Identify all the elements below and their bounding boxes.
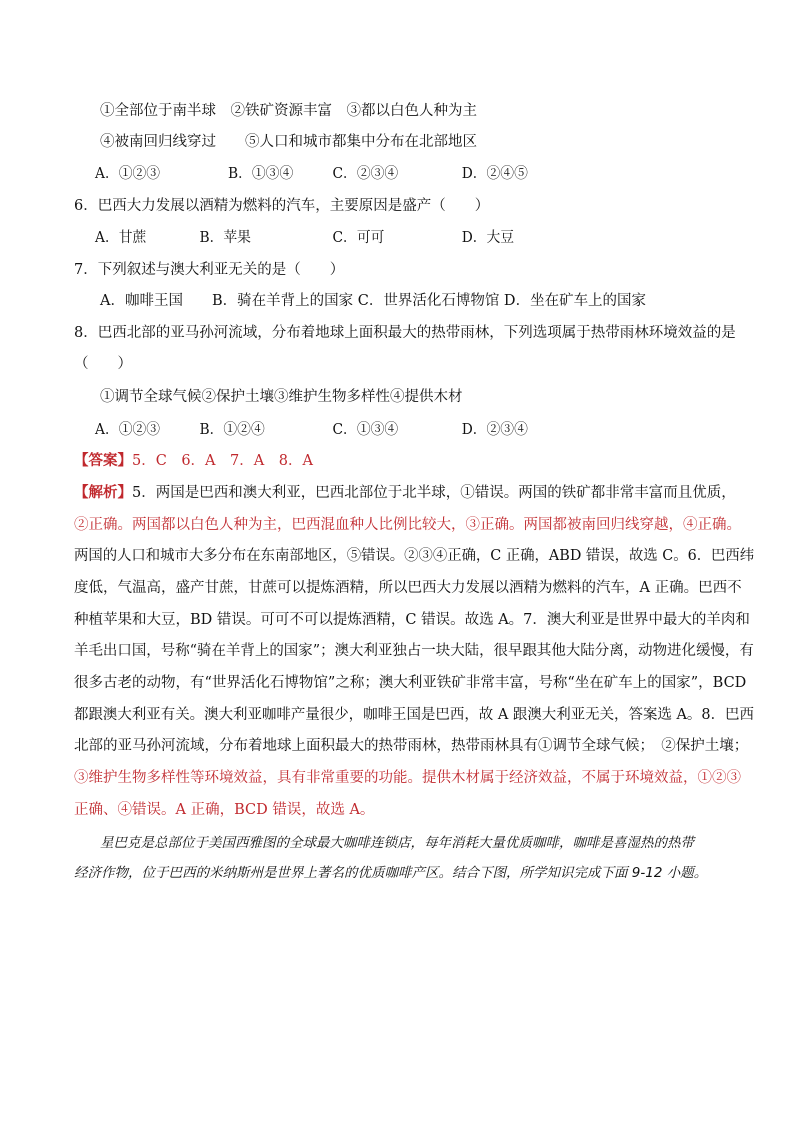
q5-statements-line-2: ④被南回归线穿过 ⑤人口和城市都集中分布在北部地区: [100, 134, 477, 150]
q5-statements-line-1: ①全部位于南半球 ②铁矿资源丰富 ③都以白色人种为主: [100, 103, 477, 119]
analysis-line-3: 两国的人口和城市大多分布在东南部地区，⑤错误。②③④正确，C 正确，ABD 错误，故选 C。6．巴西纬: [74, 548, 755, 564]
q8-option-a[interactable]: A．①②③: [95, 422, 161, 438]
q6-option-c[interactable]: C．可可: [332, 230, 385, 246]
analysis-line-2: ②正确。两国都以白色人种为主，巴西混血种人比例比较大，③正确。两国都被南回归线穿越，④正确。: [74, 517, 741, 533]
answer-row: [74, 451, 313, 471]
q8-options: [0, 420, 754, 440]
analysis-line-10: ③维护生物多样性等环境效益，具有非常重要的功能。提供木材属于经济效益，不属于环境效益，①②③: [74, 770, 741, 786]
analysis-line-7: 很多古老的动物，有“世界活化石博物馆”之称；澳大利亚铁矿非常丰富，号称“坐在矿车上的国家”，BCD: [74, 675, 747, 691]
q8-option-c[interactable]: C．①③④: [332, 422, 399, 438]
answer-text: 5．C 6．A 7．A 8．A: [132, 453, 313, 469]
q6-options: [0, 228, 754, 248]
passage-line-1: 星巴克是总部位于美国西雅图的全球最大咖啡连锁店，每年消耗大量优质咖啡，咖啡是喜湿热的热带: [100, 835, 694, 851]
analysis-line-6: 羊毛出口国，号称“骑在羊背上的国家”；澳大利亚独占一块大陆，很早跟其他大陆分离，动物进化缓慢，有: [74, 643, 754, 659]
q6-stem: 6．巴西大力发展以酒精为燃料的汽车，主要原因是盛产（ ）: [74, 198, 490, 214]
q6-option-a[interactable]: A．甘蔗: [95, 230, 147, 246]
analysis-line-11: 正确、④错误。A 正确，BCD 错误，故选 A。: [74, 802, 375, 818]
analysis-line-5: 种植苹果和大豆，BD 错误。可可不可以提炼酒精，C 错误。故选 A。7．澳大利亚是世界中最大的羊肉和: [74, 612, 750, 628]
q5-option-c[interactable]: C．②③④: [332, 166, 399, 182]
analysis-text-1: 5．两国是巴西和澳大利亚，巴西北部位于北半球，①错误。两国的铁矿都非常丰富而且优质，: [132, 485, 736, 501]
analysis-line-4: 度低，气温高，盛产甘蔗，甘蔗可以提炼酒精，所以巴西大力发展以酒精为燃料的汽车，A 正确。巴西不: [74, 580, 742, 596]
q5-options: [0, 164, 754, 184]
q8-stem: 8．巴西北部的亚马孙河流域，分布着地球上面积最大的热带雨林，下列选项属于热带雨林环境效益的是: [74, 325, 736, 341]
analysis-line-9: 北部的亚马孙河流域，分布着地球上面积最大的热带雨林，热带雨林具有①调节全球气候； ②保护土壤；: [74, 738, 749, 754]
analysis-line-1: [74, 483, 736, 503]
answer-label: 【答案】: [74, 452, 132, 469]
q5-option-a[interactable]: A．①②③: [95, 166, 161, 182]
q7-options[interactable]: A．咖啡王国 B．骑在羊背上的国家 C．世界活化石博物馆 D．坐在矿车上的国家: [100, 293, 647, 309]
passage-line-2: 经济作物，位于巴西的米纳斯州是世界上著名的优质咖啡产区。结合下图，所学知识完成下面 9-12 小题。: [74, 865, 708, 881]
q5-option-b[interactable]: B．①③④: [228, 166, 294, 182]
q6-option-b[interactable]: B．苹果: [199, 230, 251, 246]
q8-option-b[interactable]: B．①②④: [199, 422, 265, 438]
analysis-line-8: 都跟澳大利亚有关。澳大利亚咖啡产量很少，咖啡王国是巴西，故 A 跟澳大利亚无关，答案选 A。8．巴西: [74, 707, 754, 723]
q5-option-d[interactable]: D．②④⑤: [461, 166, 528, 182]
q8-option-d[interactable]: D．②③④: [461, 422, 528, 438]
q7-stem: 7．下列叙述与澳大利亚无关的是（ ）: [74, 262, 345, 278]
analysis-label: 【解析】: [74, 484, 132, 501]
q8-statements: ①调节全球气候②保护土壤③维护生物多样性④提供木材: [100, 389, 463, 405]
q6-option-d[interactable]: D．大豆: [461, 230, 515, 246]
q8-stem-blank: （ ）: [74, 356, 132, 372]
